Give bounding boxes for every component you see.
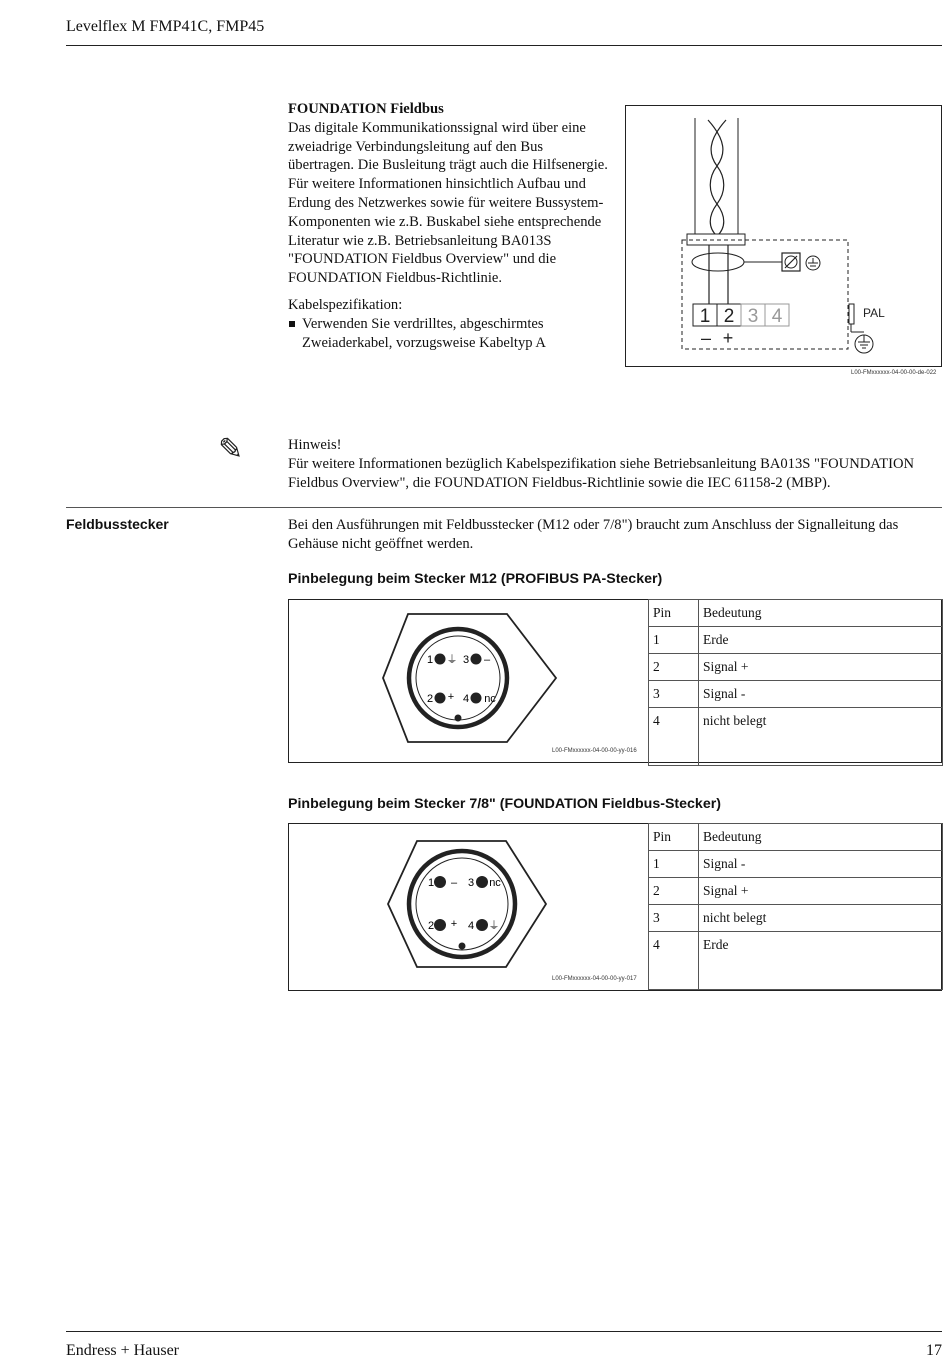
table-row	[649, 851, 943, 878]
minus-label: –	[700, 328, 712, 348]
m12-title: Pinbelegung beim Stecker M12 (PROFIBUS PA-Stecker)	[288, 571, 663, 587]
pin-cell: 2	[649, 654, 699, 681]
m12-pin2-symbol: +	[447, 691, 455, 703]
m12-image-id: L00-FMxxxxxx-04-00-00-yy-016	[552, 748, 637, 754]
meaning-cell: nicht belegt	[699, 905, 943, 932]
footer-rule	[66, 1331, 942, 1332]
footer-company: Endress + Hauser	[66, 1342, 179, 1359]
ff78-connector-frame	[288, 823, 942, 991]
meaning-header: Bedeutung	[699, 600, 943, 627]
table-row	[649, 878, 943, 905]
terminal-3-label: 3	[747, 306, 759, 327]
table-header-row	[649, 824, 943, 851]
note-title: Hinweis!	[288, 437, 342, 453]
note	[288, 436, 938, 492]
table-row	[649, 708, 943, 766]
ff78-pin-table	[648, 823, 943, 990]
ff78-pin1-symbol: –	[450, 877, 458, 889]
fieldbus-title: FOUNDATION Fieldbus	[288, 101, 444, 117]
wiring-diagram-svg	[626, 106, 941, 366]
header-rule	[66, 45, 942, 46]
meaning-cell: Signal -	[699, 851, 943, 878]
fieldbus-paragraph: Das digitale Kommunikationssignal wird über eine zweiadrige Verbindungsleitung auf den Bus übertragen. Die Busleitung trägt auch die Hilfsenergie. Für weitere Informationen hinsichtlich Aufbau und Erdung des Netzwerkes sowie für weitere Bussystem-Komponenten wie z.B. Buskabel siehe entsprechende Literatur wie z.B. Betriebsanleitung BA013S "FOUNDATION Fieldbus Overview" und die FOUNDATION Fieldbus-Richtlinie.	[288, 119, 608, 287]
page-number: 17	[926, 1342, 942, 1359]
m12-pin3-label: 3	[462, 654, 470, 666]
pin-cell: 3	[649, 905, 699, 932]
m12-pin1-label: 1	[426, 654, 434, 666]
feldbusstecker-label: Feldbusstecker	[66, 516, 169, 532]
pin-cell: 4	[649, 708, 699, 766]
ff78-pin2-symbol: +	[450, 918, 458, 930]
cable-spec-bullet: Verwenden Sie verdrilltes, abgeschirmtes Zweiaderkabel, vorzugsweise Kabeltyp A	[288, 315, 608, 353]
fieldbus-section	[288, 100, 608, 352]
ff78-connector-svg	[289, 824, 649, 990]
meaning-cell: Erde	[699, 627, 943, 654]
wiring-image-id: L00-FMxxxxxx-04-00-00-de-022	[851, 370, 937, 376]
table-row	[649, 681, 943, 708]
ff78-pin4-symbol: ⏚	[488, 920, 500, 932]
pin-cell: 1	[649, 851, 699, 878]
m12-pin3-symbol: –	[483, 654, 491, 666]
ff78-pin1-label: 1	[427, 877, 435, 889]
note-text: Für weitere Informationen bezüglich Kabelspezifikation siehe Betriebsanleitung BA013S "FOUNDATION Fieldbus Overview", die FOUNDATION Fieldbus-Richtlinie sowie die IEC 61158-2 (MBP).	[288, 455, 915, 491]
m12-pin4-label: 4	[462, 693, 470, 705]
ff78-pin3-label: 3	[467, 877, 475, 889]
ff78-pin2-label: 2	[427, 920, 435, 932]
table-row	[649, 905, 943, 932]
meaning-cell: Signal +	[699, 878, 943, 905]
plus-label: +	[722, 328, 734, 348]
section-divider	[66, 507, 942, 508]
pin-cell: 2	[649, 878, 699, 905]
m12-pin4-symbol: nc	[484, 693, 496, 705]
pin-header: Pin	[649, 824, 699, 851]
terminal-1-label: 1	[699, 306, 711, 327]
running-header: Levelflex M FMP41C, FMP45	[66, 18, 265, 35]
meaning-cell: Signal -	[699, 681, 943, 708]
m12-connector-svg	[289, 600, 649, 762]
feldbusstecker-text: Bei den Ausführungen mit Feldbusstecker (M12 oder 7/8") braucht zum Anschluss der Signalleitung das Gehäuse nicht geöffnet werden.	[288, 517, 899, 552]
m12-pin2-label: 2	[426, 693, 434, 705]
cable-spec-label: Kabelspezifikation:	[288, 296, 403, 313]
meaning-cell: Signal +	[699, 654, 943, 681]
pin-cell: 4	[649, 932, 699, 990]
meaning-cell: Erde	[699, 932, 943, 990]
meaning-cell: nicht belegt	[699, 708, 943, 766]
table-row	[649, 932, 943, 990]
pin-header: Pin	[649, 600, 699, 627]
m12-pin1-symbol: ⏚	[446, 654, 458, 666]
ff78-image-id: L00-FMxxxxxx-04-00-00-yy-017	[552, 976, 637, 982]
pin-cell: 3	[649, 681, 699, 708]
ff78-pin3-symbol: nc	[489, 877, 501, 889]
ff78-title: Pinbelegung beim Stecker 7/8" (FOUNDATION Fieldbus-Stecker)	[288, 796, 721, 812]
terminal-4-label: 4	[771, 306, 783, 327]
pal-label: PAL	[863, 306, 885, 320]
wiring-diagram	[625, 105, 942, 367]
pin-cell: 1	[649, 627, 699, 654]
table-row	[649, 627, 943, 654]
table-row	[649, 654, 943, 681]
table-header-row	[649, 600, 943, 627]
pencil-icon: ✎	[218, 432, 244, 467]
m12-connector-frame	[288, 599, 942, 763]
m12-pin-table	[648, 599, 943, 766]
terminal-2-label: 2	[723, 306, 735, 327]
ff78-pin4-label: 4	[467, 920, 475, 932]
meaning-header: Bedeutung	[699, 824, 943, 851]
